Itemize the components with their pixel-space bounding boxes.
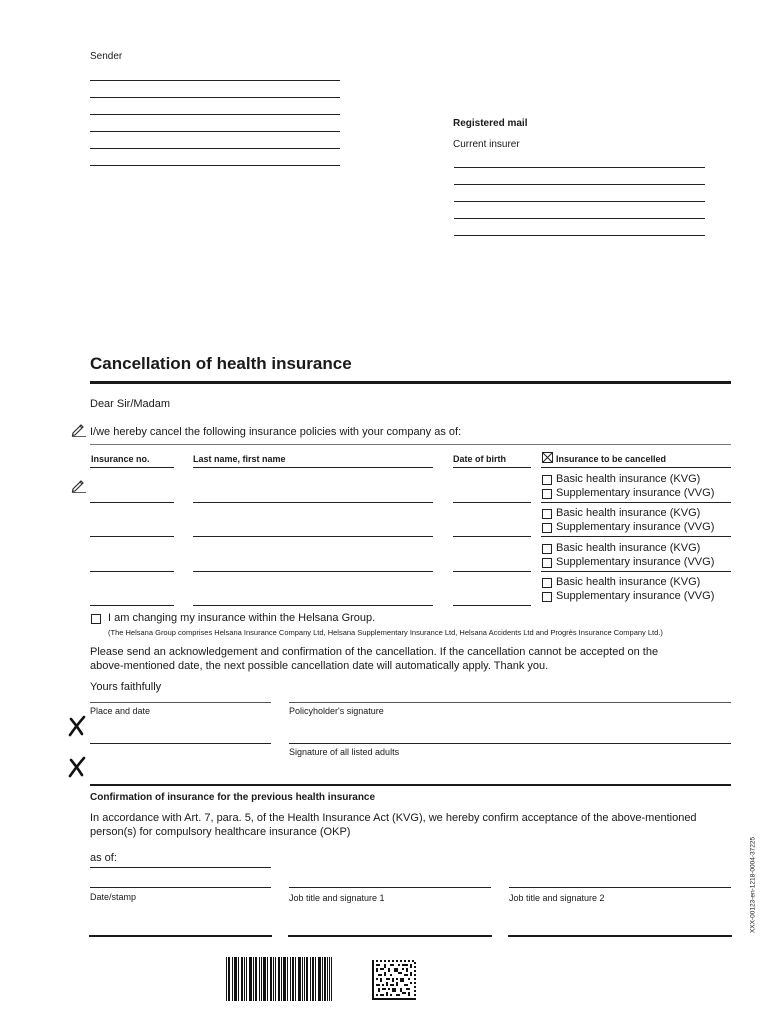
- row2-name-field[interactable]: [193, 536, 433, 537]
- option-supp-1: Supplementary insurance (VVG): [556, 487, 715, 499]
- row4-name-field[interactable]: [193, 605, 433, 606]
- row1-name-field[interactable]: [193, 502, 433, 503]
- sender-line-3[interactable]: [90, 114, 340, 115]
- row1-divider: [541, 502, 731, 503]
- option-supp-2: Supplementary insurance (VVG): [556, 521, 715, 533]
- checkbox-supp-vvg-2[interactable]: [542, 523, 552, 533]
- salutation: Dear Sir/Madam: [90, 398, 171, 410]
- pencil-icon: [71, 477, 87, 493]
- row1-dob-field[interactable]: [453, 502, 531, 503]
- col-name: Last name, first name: [193, 454, 286, 464]
- request-text-line-2: above-mentioned date, the next possible cancellation date will automatically apply. Thank you.: [90, 660, 549, 672]
- header-underline-insno: [90, 467, 174, 468]
- confirmation-text-line-2: person(s) for compulsory healthcare insurance (OKP): [90, 826, 351, 838]
- registered-mail-label: Registered mail: [453, 118, 528, 129]
- intro-text: I/we hereby cancel the following insurance policies with your company as of:: [90, 426, 462, 438]
- option-basic-3: Basic health insurance (KVG): [556, 542, 701, 554]
- sig2-label: Job title and signature 2: [509, 893, 605, 903]
- barcode-image: [226, 957, 332, 1001]
- checkbox-crossed-icon: [542, 452, 553, 463]
- group-change-note: (The Helsana Group comprises Helsana Insurance Company Ltd, Helsana Supplementary Insurance Ltd, Helsana Accidents Ltd and Progrès Insurance Company Ltd.): [108, 628, 663, 637]
- current-insurer-label: Current insurer: [453, 139, 520, 150]
- policyholder-signature-field[interactable]: [289, 743, 731, 744]
- row1-insno-field[interactable]: [90, 502, 174, 503]
- option-basic-2: Basic health insurance (KVG): [556, 507, 701, 519]
- request-text-line-1: Please send an acknowledgement and confirmation of the cancellation. If the cancellation cannot be accepted on the: [90, 646, 659, 658]
- option-basic-1: Basic health insurance (KVG): [556, 473, 701, 485]
- insurer-line-2[interactable]: [454, 184, 705, 185]
- row4-insno-field[interactable]: [90, 605, 174, 606]
- sign-here-cross-icon: [67, 756, 87, 778]
- col-insurance-no: Insurance no.: [91, 454, 150, 464]
- header-underline-name: [193, 467, 433, 468]
- policyholder-label: Policyholder's signature: [289, 706, 384, 716]
- sig2-top-rule: [509, 887, 731, 888]
- insurer-line-5[interactable]: [454, 235, 705, 236]
- sig1-field[interactable]: [288, 935, 492, 937]
- header-underline-cancel: [541, 467, 731, 468]
- sender-line-1[interactable]: [90, 80, 340, 81]
- row2-dob-field[interactable]: [453, 536, 531, 537]
- as-of-label: as of:: [90, 852, 117, 864]
- sig1-label: Job title and signature 1: [289, 893, 385, 903]
- row3-name-field[interactable]: [193, 571, 433, 572]
- insurer-line-1[interactable]: [454, 167, 705, 168]
- checkbox-basic-kvg-4[interactable]: [542, 578, 552, 588]
- insurer-line-3[interactable]: [454, 201, 705, 202]
- pencil-icon: [71, 421, 87, 437]
- col-insurance-to-cancel: Insurance to be cancelled: [556, 454, 667, 464]
- checkbox-supp-vvg-4[interactable]: [542, 592, 552, 602]
- confirmation-rule: [90, 784, 731, 786]
- all-adults-label: Signature of all listed adults: [289, 747, 400, 757]
- checkbox-basic-kvg-1[interactable]: [542, 475, 552, 485]
- confirmation-text-line-1: In accordance with Art. 7, para. 5, of the Health Insurance Act (KVG), we hereby confirm acceptance of the above-mentioned: [90, 812, 697, 824]
- option-supp-4: Supplementary insurance (VVG): [556, 590, 715, 602]
- sender-line-4[interactable]: [90, 131, 340, 132]
- header-underline-dob: [453, 467, 531, 468]
- as-of-field[interactable]: [90, 867, 271, 868]
- page-title: Cancellation of health insurance: [90, 354, 352, 373]
- datamatrix-code-image: [372, 960, 416, 1000]
- col-date-of-birth: Date of birth: [453, 454, 506, 464]
- row3-divider: [541, 571, 731, 572]
- sign-here-cross-icon: [67, 715, 87, 737]
- row3-dob-field[interactable]: [453, 571, 531, 572]
- sender-line-5[interactable]: [90, 148, 340, 149]
- sender-line-2[interactable]: [90, 97, 340, 98]
- row2-divider: [541, 536, 731, 537]
- group-change-label: I am changing my insurance within the Helsana Group.: [108, 612, 376, 624]
- place-date-label: Place and date: [90, 706, 151, 716]
- sig1-top-rule: [289, 887, 491, 888]
- date-stamp-label: Date/stamp: [90, 892, 137, 902]
- checkbox-supp-vvg-1[interactable]: [542, 489, 552, 499]
- place-date-top-rule: [90, 702, 271, 703]
- date-stamp-field[interactable]: [89, 935, 272, 937]
- intro-divider: [90, 444, 731, 445]
- row4-dob-field[interactable]: [453, 605, 531, 606]
- sender-label: Sender: [90, 51, 123, 62]
- title-rule: [90, 381, 731, 384]
- date-stamp-top-rule: [90, 887, 271, 888]
- option-basic-4: Basic health insurance (KVG): [556, 576, 701, 588]
- policyholder-top-rule: [289, 702, 731, 703]
- doc-code: XXX-00123-en-1218-0004-37225: [749, 836, 757, 934]
- sig2-field[interactable]: [508, 935, 732, 937]
- closing: Yours faithfully: [90, 681, 162, 693]
- row3-insno-field[interactable]: [90, 571, 174, 572]
- confirmation-heading: Confirmation of insurance for the previous health insurance: [90, 792, 376, 803]
- sender-line-6[interactable]: [90, 165, 340, 166]
- checkbox-basic-kvg-3[interactable]: [542, 544, 552, 554]
- option-supp-3: Supplementary insurance (VVG): [556, 556, 715, 568]
- row2-insno-field[interactable]: [90, 536, 174, 537]
- checkbox-supp-vvg-3[interactable]: [542, 558, 552, 568]
- checkbox-basic-kvg-2[interactable]: [542, 509, 552, 519]
- checkbox-group-change[interactable]: [91, 614, 101, 624]
- insurer-line-4[interactable]: [454, 218, 705, 219]
- place-date-field[interactable]: [90, 743, 271, 744]
